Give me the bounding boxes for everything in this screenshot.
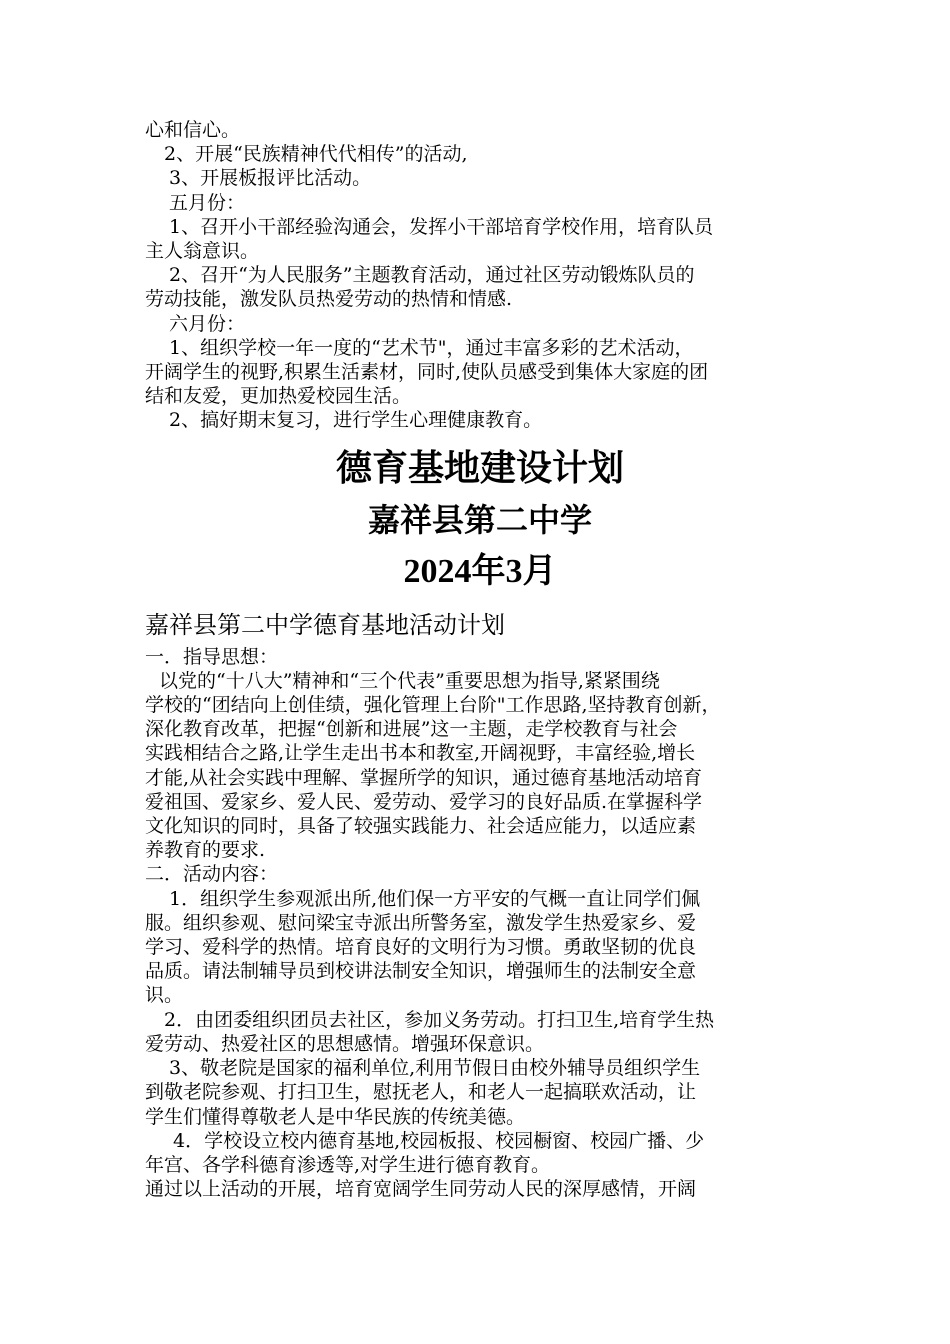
text-line: 品质。请法制辅导员到校讲法制安全知识，增强师生的法制安全意 xyxy=(145,960,697,983)
text-line: 3、开展板报评比活动。 xyxy=(169,167,372,190)
text-line: 劳动技能，激发队员热爱劳动的热情和情感. xyxy=(145,288,513,311)
text-line: 爱劳动、热爱社区的思想感情。增强环保意识。 xyxy=(145,1032,545,1055)
text-line: 五月份： xyxy=(169,191,246,214)
text-line: 1、召开小干部经验沟通会，发挥小干部培育学校作用，培育队员 xyxy=(169,215,714,238)
text-line: 实践相结合之路,让学生走出书本和教室,开阔视野，丰富经验,增长 xyxy=(145,742,696,765)
text-line: 2、搞好期末复习，进行学生心理健康教育。 xyxy=(169,409,543,432)
text-line: 爱祖国、爱家乡、爱人民、爱劳动、爱学习的良好品质.在掌握科学 xyxy=(145,790,703,813)
text-line: 学校的“团结向上创佳绩，强化管理上台阶"工作思路,坚持教育创新， xyxy=(145,694,721,717)
text-line: 心和信心。 xyxy=(145,119,241,141)
text-line: 才能,从社会实践中理解、掌握所学的知识，通过德育基地活动培育 xyxy=(145,766,703,789)
top-section xyxy=(145,118,815,433)
text-line: 2．由团委组织团员去社区，参加义务劳动。打扫卫生,培育学生热 xyxy=(164,1008,715,1031)
text-line: 到敬老院参观、打扫卫生，慰抚老人，和老人一起搞联欢活动，让 xyxy=(145,1081,697,1104)
text-line: 4．学校设立校内德育基地,校园板报、校园橱窗、校园广播、少 xyxy=(173,1129,705,1152)
plan-section xyxy=(145,605,815,1202)
text-line: 1．组织学生参观派出所,他们保一方平安的气概一直让同学们佩 xyxy=(169,887,701,910)
document-page xyxy=(145,118,815,1201)
text-line: 主人翁意识。 xyxy=(145,240,260,263)
text-line: 1、组织学校一年一度的“艺术节"，通过丰富多彩的艺术活动， xyxy=(169,336,694,359)
text-line: 3、敬老院是国家的福利单位,利用节假日由校外辅导员组织学生 xyxy=(169,1057,701,1080)
section-heading: 二．活动内容： xyxy=(145,863,279,886)
text-line: 服。组织参观、慰问梁宝寺派出所警务室，激发学生热爱家乡、爱 xyxy=(145,911,697,934)
text-line: 开阔学生的视野,积累生活素材，同时,使队员感受到集体大家庭的团 xyxy=(145,361,709,384)
section-heading: 一．指导思想： xyxy=(145,645,279,668)
text-line: 2、开展“民族精神代代相传”的活动, xyxy=(164,143,468,166)
text-line: 通过以上活动的开展，培育宽阔学生同劳动人民的深厚感情，开阔 xyxy=(145,1178,697,1201)
text-line: 年宫、各学科德育渗透等,对学生进行德育教育。 xyxy=(145,1153,551,1176)
text-line: 六月份： xyxy=(169,312,246,335)
text-line: 以党的“十八大”精神和“三个代表”重要思想为指导,紧紧围绕 xyxy=(159,669,660,692)
plan-heading: 嘉祥县第二中学德育基地活动计划 xyxy=(145,610,505,639)
document-date: 2024年3月 xyxy=(403,552,557,590)
text-line: 2、召开“为人民服务”主题教育活动，通过社区劳动锻炼队员的 xyxy=(169,264,695,287)
school-name: 嘉祥县第二中学 xyxy=(367,500,592,539)
text-line: 结和友爱，更加热爱校园生活。 xyxy=(145,385,412,408)
text-line: 养教育的要求. xyxy=(145,839,266,862)
text-line: 文化知识的同时，具备了较强实践能力、社会适应能力，以适应素 xyxy=(145,815,697,838)
document-title: 德育基地建设计划 xyxy=(335,447,624,489)
text-line: 深化教育改革，把握“创新和进展”这一主题，走学校教育与社会 xyxy=(145,718,678,741)
text-line: 识。 xyxy=(145,984,184,1007)
text-line: 学习、爱科学的热情。培育良好的文明行为习惯。勇敢坚韧的优良 xyxy=(145,936,697,959)
title-block xyxy=(145,443,815,599)
text-line: 学生们懂得尊敬老人是中华民族的传统美德。 xyxy=(145,1105,526,1128)
